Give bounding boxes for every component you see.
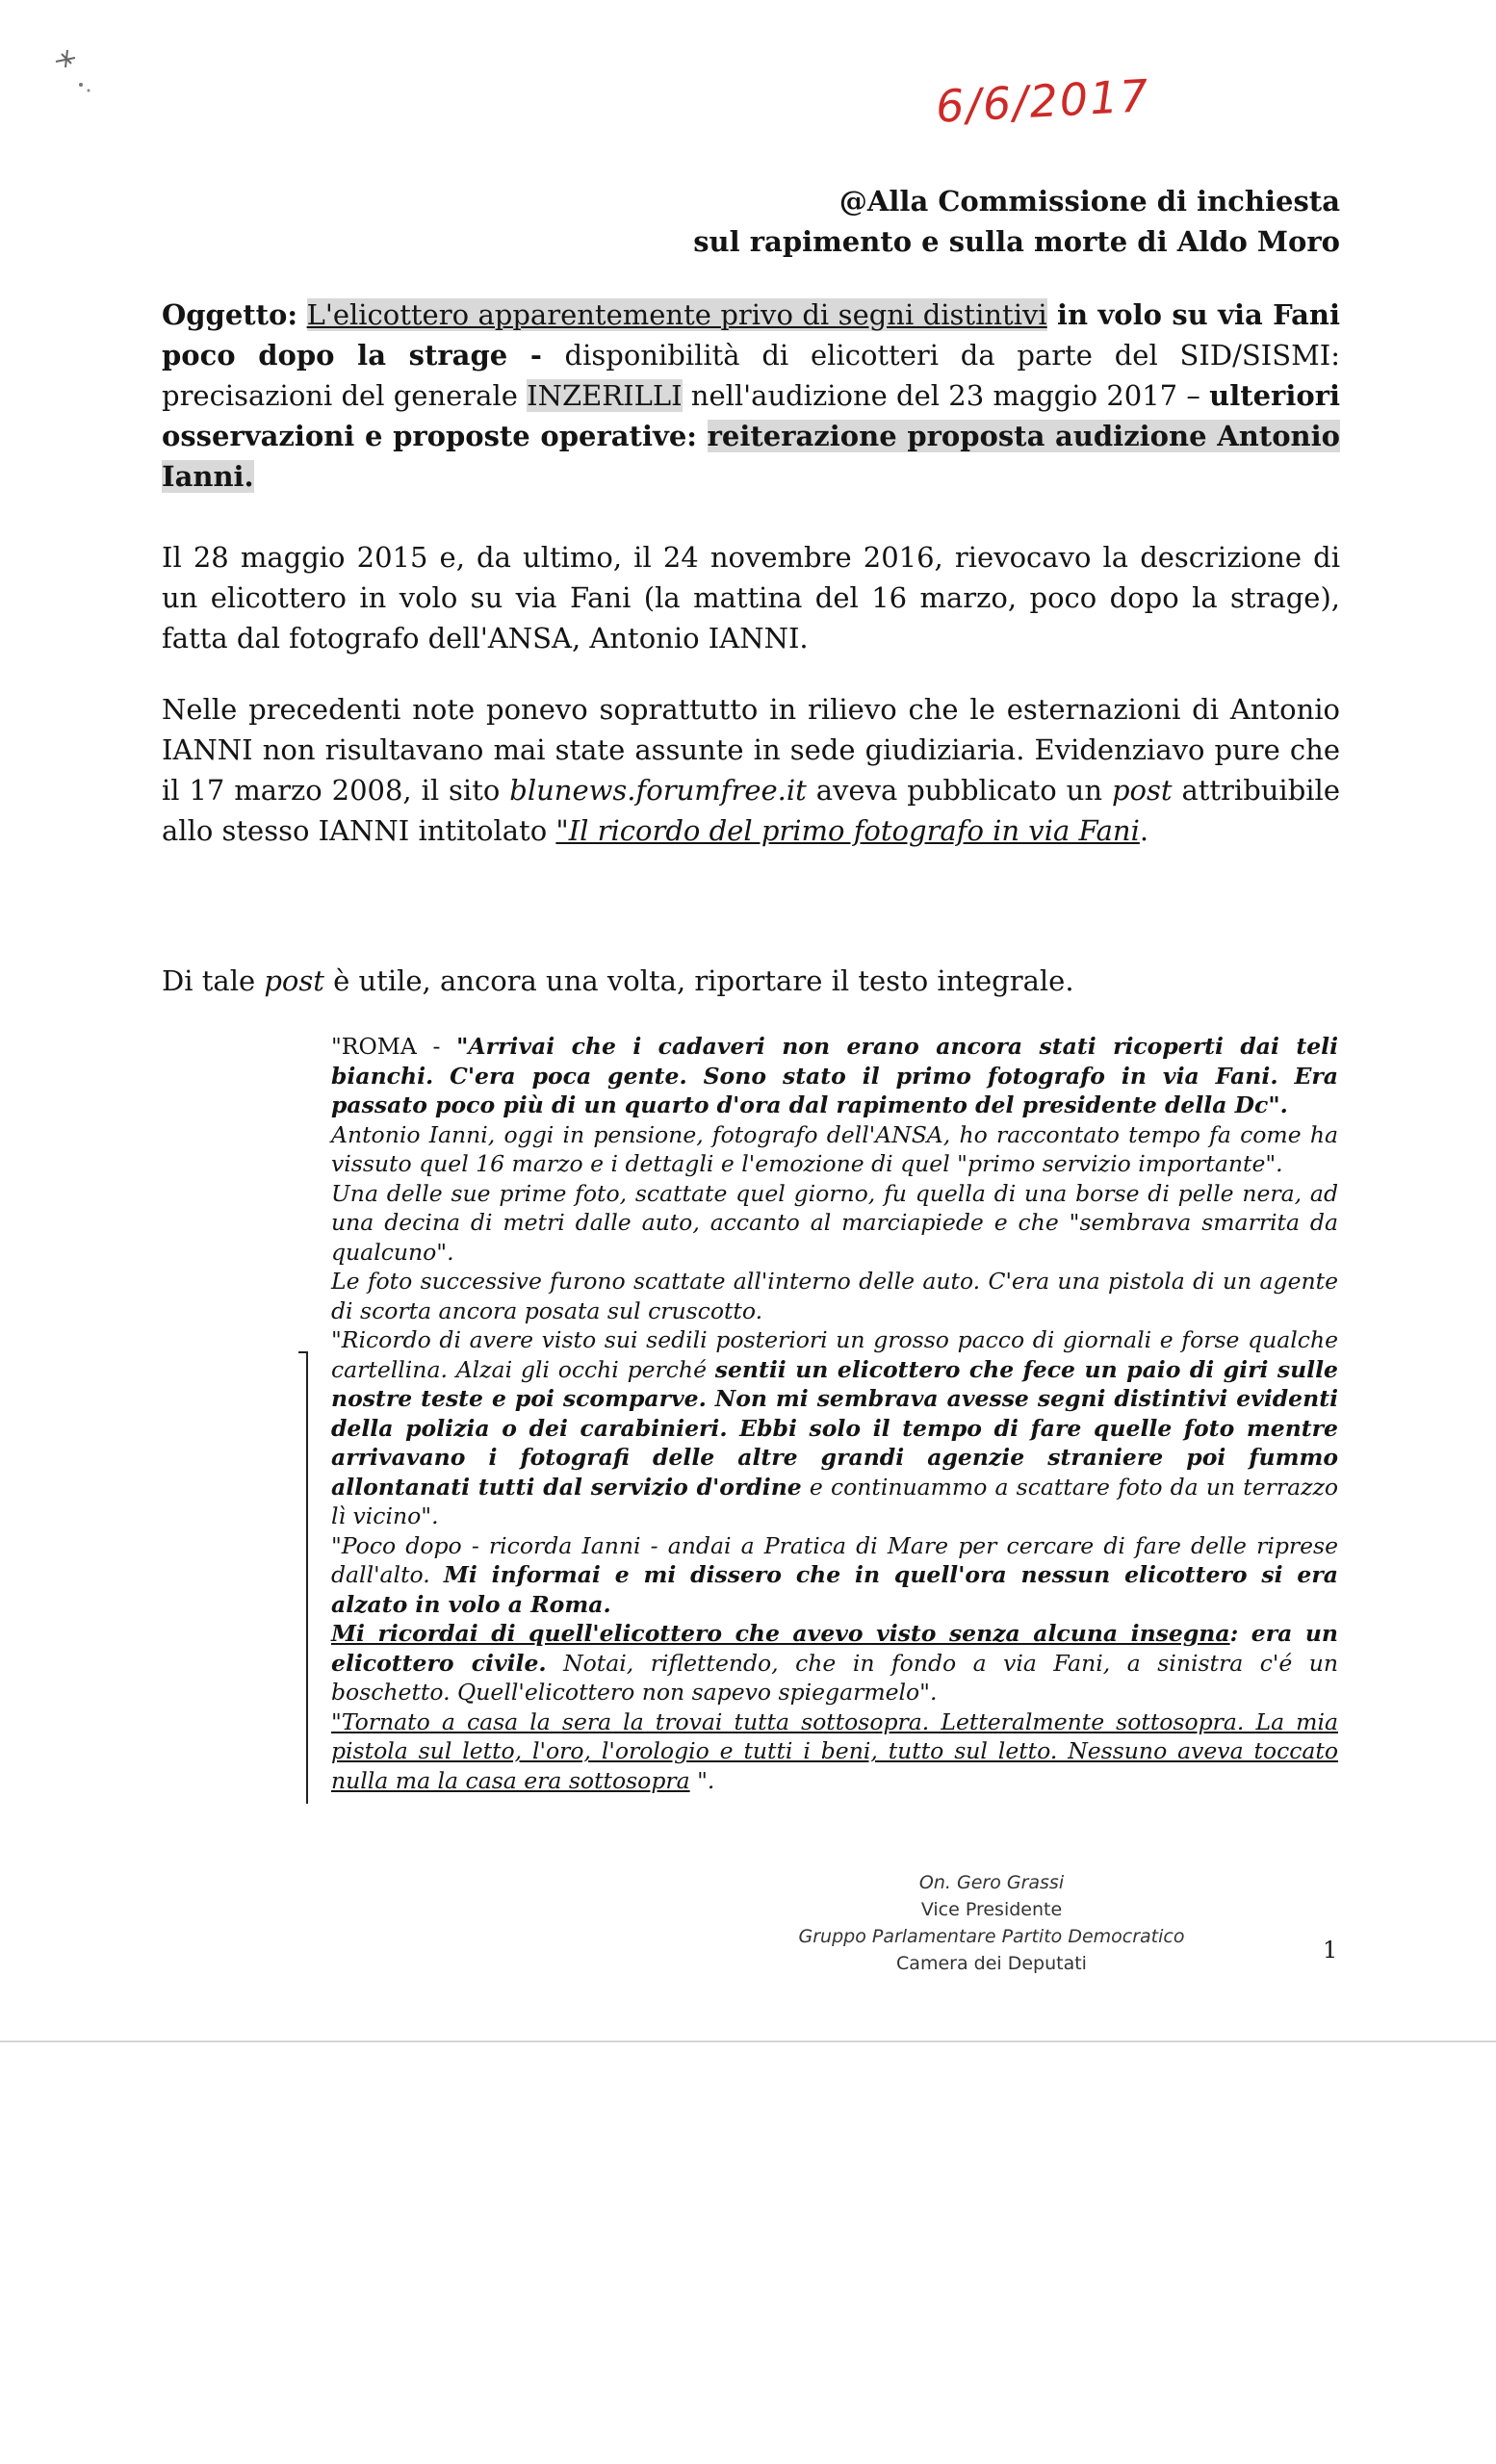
- subject-block: [162, 295, 1340, 497]
- quote-p8-underlined: "Tornato a casa la sera la trovai tutta sottosopra. Letteralmente sottosopra. La mia pistola sul letto, l'oro, l'orologio e tutti i beni, tutto sul letto. Nessuno aveva toccato nulla ma la casa era sottosopra: [331, 1707, 1338, 1794]
- quote-p6-bold: Mi informai e mi dissero che in quell'ora nessun elicottero si era alzato in volo a Roma.: [331, 1561, 1338, 1618]
- addressee-line-1: @Alla Commissione di inchiesta: [838, 185, 1340, 218]
- signature-chamber: Camera dei Deputati: [896, 1953, 1087, 1974]
- quoted-post: [331, 1032, 1338, 1795]
- signature-block: [674, 1869, 1309, 1977]
- page-number: 1: [1323, 1937, 1338, 1964]
- para2-text-1: Nelle precedenti note ponevo soprattutto in rilievo che le esternazioni di Antonio IANNI non risultavano mai state assunte in sede giudiziaria. Evidenziavo pure che il 17 marzo 2008, il sito: [162, 693, 1340, 807]
- quote-p7-c: Notai, riflettendo, che in fondo a via Fani, a sinistra c'é un boschetto. Quell'elicottero non sapevo spiegarmelo".: [331, 1649, 1338, 1706]
- paragraph-1: Il 28 maggio 2015 e, da ultimo, il 24 novembre 2016, rievocavo la descrizione di un elicottero in volo su via Fani (la mattina del 16 marzo, poco dopo la strage), fatta dal fotografo dell'ANSA, Antonio IANNI.: [162, 541, 1340, 654]
- quote-p5-bold: sentii un elicottero che fece un paio di giri sulle nostre teste e poi scomparve. Non mi sembrava avesse segni distintivi evidenti della polizia o dei carabinieri. Ebbi solo il tempo di fare quelle foto mentre arrivavano i fotografi delle altre grandi agenzie straniere poi fummo allontanati tutti dal servizio d'ordine: [331, 1355, 1338, 1501]
- para3-text-1: Di tale: [162, 964, 265, 997]
- subject-bold-1: in volo su via Fani poco dopo la strage -: [162, 298, 1341, 372]
- subject-highlight-proposal: reiterazione proposta audizione Antonio Ianni.: [162, 420, 1340, 493]
- para2-post-title: "Il ricordo del primo fotografo in via Fani: [555, 814, 1140, 847]
- paragraph-3: [162, 961, 1340, 1001]
- quote-p1-lead: "ROMA -: [331, 1033, 457, 1060]
- subject-text-1: disponibilità di elicotteri da parte del SID/SISMI: precisazioni del generale: [162, 339, 1340, 412]
- addressee-block: [693, 181, 1340, 262]
- subject-text-2: nell'audizione del 23 maggio 2017 –: [682, 379, 1210, 412]
- quote-paragraph-6: [331, 1531, 1338, 1620]
- addressee-line-2: sul rapimento e sulla morte di Aldo Moro: [693, 225, 1340, 258]
- quote-paragraph-5: [331, 1325, 1338, 1531]
- paragraph-2: [162, 689, 1340, 851]
- para2-text-3: attribuibile allo stesso IANNI intitolato: [162, 774, 1340, 847]
- para3-text-2: è utile, ancora una volta, riportare il testo integrale.: [323, 964, 1074, 997]
- quote-paragraph-8: [331, 1707, 1338, 1796]
- handwritten-bracket-mark: [306, 1351, 322, 1804]
- quote-paragraph-4: Le foto successive furono scattate all'interno delle auto. C'era una pistola di un agente di scorta ancora posata sul cruscotto.: [331, 1268, 1338, 1324]
- scan-speck-mark: [42, 35, 110, 102]
- quote-paragraph-1: [331, 1032, 1338, 1120]
- para2-text-4: .: [1139, 814, 1149, 847]
- quote-p6-a: "Poco dopo - ricorda Ianni - andai a Pratica di Mare per cercare di fare delle riprese dall'alto.: [331, 1531, 1338, 1588]
- handwritten-date: 6/6/2017: [934, 69, 1151, 133]
- para2-site: blunews.forumfree.it: [509, 774, 807, 807]
- subject-highlight-inzerilli: INZERILLI: [527, 379, 683, 412]
- para3-post: post: [264, 964, 324, 997]
- quote-paragraph-7: [331, 1619, 1338, 1707]
- subject-highlight-helicopter: L'elicottero apparentemente privo di segni distintivi: [306, 298, 1047, 331]
- quote-p7-underlined: Mi ricordai di quell'elicottero che avevo visto senza alcuna insegna: [331, 1620, 1230, 1647]
- quote-paragraph-2: Antonio Ianni, oggi in pensione, fotografo dell'ANSA, ho raccontato tempo fa come ha vissuto quel 16 marzo e i dettagli e l'emozione di quel "primo servizio importante".: [331, 1120, 1338, 1177]
- quote-p1-bold: "Arrivai che i cadaveri non erano ancora stati ricoperti dai teli bianchi. C'era poca gente. Sono stato il primo fotografo in via Fani. Era passato poco più di un quarto d'ora dal rapimento del presidente della Dc".: [331, 1033, 1338, 1118]
- quote-p5-c: e continuammo a scattare foto da un terrazzo lì vicino".: [331, 1473, 1338, 1529]
- para2-text-2: aveva pubblicato un: [806, 774, 1112, 807]
- quote-p5-a: "Ricordo di avere visto sui sedili posteriori un grosso pacco di giornali e forse qualche cartellina. Alzai gli occhi perché: [331, 1326, 1338, 1383]
- quote-p8-end: ".: [689, 1766, 715, 1794]
- signature-group: Gruppo Parlamentare Partito Democratico: [798, 1926, 1185, 1947]
- quote-p7-bold: : era un elicottero civile.: [331, 1620, 1339, 1677]
- subject-label: Oggetto:: [162, 298, 298, 331]
- para2-post: post: [1111, 774, 1173, 807]
- quote-paragraph-3: Una delle sue prime foto, scattate quel giorno, fu quella di una borse di pelle nera, ad una decina di metri dalle auto, accanto al marciapiede e che "sembrava smarrita da qualcuno".: [331, 1179, 1338, 1266]
- signature-name: On. Gero Grassi: [918, 1872, 1065, 1893]
- subject-bold-2: ulteriori osservazioni e proposte operative:: [162, 379, 1340, 452]
- signature-role: Vice Presidente: [920, 1899, 1063, 1920]
